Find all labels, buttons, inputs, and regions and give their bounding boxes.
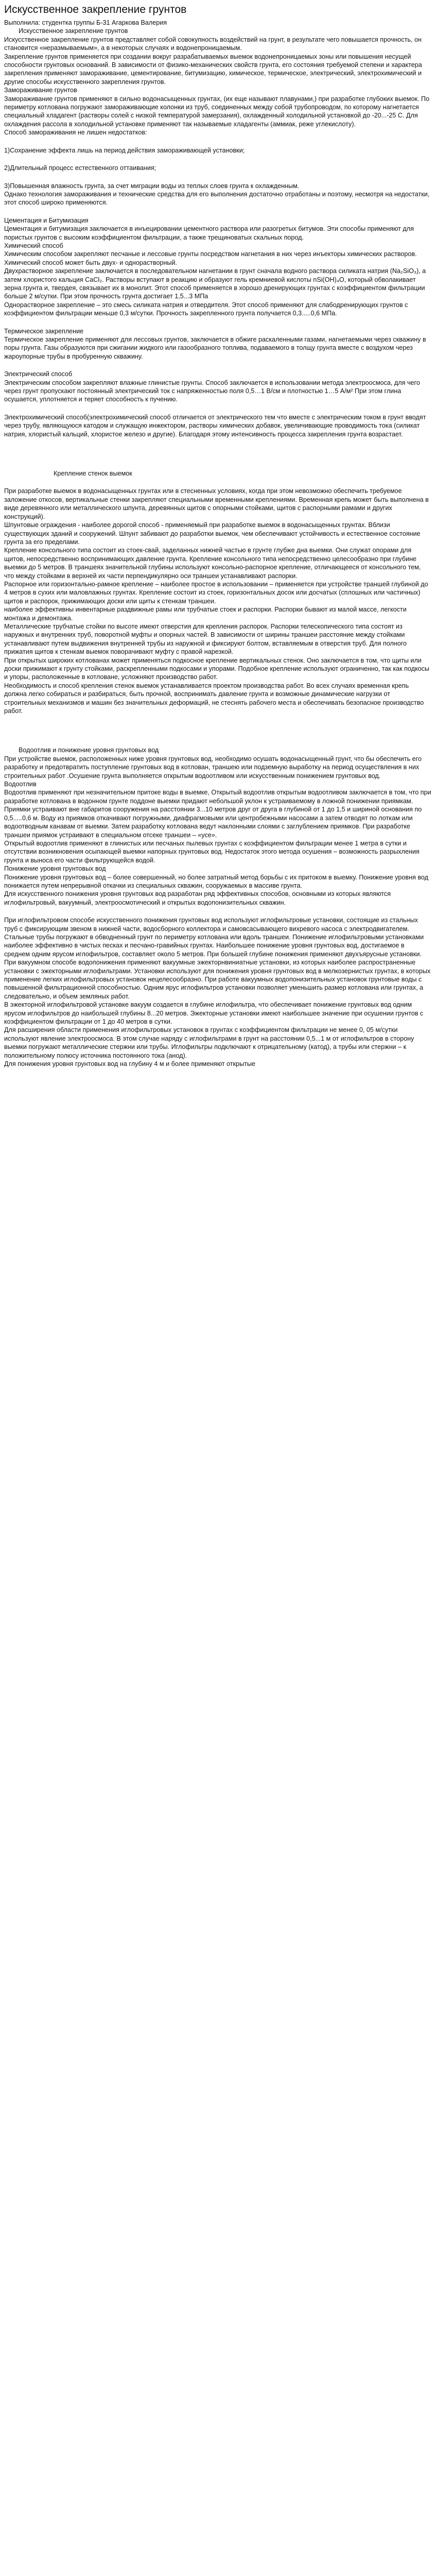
- paragraph: Цементация и битумизация заключается в инъецировании цементного раствора или разогретых битумов. Эти способы применяют для пористых грунтов с высоким коэффициентом фильтрации, а также трещиноватых скальных пород.: [4, 225, 414, 241]
- spacer: [4, 137, 432, 146]
- paragraph: Для расширения области применения иглофильтровых установок в грунтах с коэффициентом фильтрации не менее 0, 05 м/сутки используют явление электроосмоса. В этом случае наряду с иглофильтрами в грунт на расстоянии 0,5...1 м от иглофильтров в сторону выемки погружают металлические стержни или трубы. Иглофильтры подключают к отрицательному (катод), а трубы или стержни – к положительному полюсу источника постоянного тока (анод).: [4, 1026, 414, 1059]
- spacer: [4, 438, 432, 469]
- list-item: 1)Сохранение эффекта лишь на период действия замораживающей установки;: [4, 146, 245, 154]
- subheading-lowering: Понижение уровня грунтовых вод: [4, 865, 106, 873]
- paragraph: Искусственное закрепление грунтов представляет собой совокупность воздействий на грунт, в результате чего повышается прочность, он становится «неразмываемым», а в некоторых случаях и водонепроницаемым.: [4, 36, 422, 52]
- paragraph: Крепление консольного типа состоит из стоек-свай, заделанных нижней частью в грунте глубже дна выемки. Они служат опорами для щитов, непосредственно воспринимающих давление грунта. Крепление консольного типа непосредственно целесообразно при глубине выемки до 5 метров. В траншеях значительной глубины используют консольно-распорное крепление, отличающееся от консольного тем, что между стойками в верхней их части перпендикулярно оси траншеи устанавливают распорки.: [4, 547, 421, 580]
- paragraph: Для понижения уровня грунтовых вод на глубину 4 м и более применяют открытые: [4, 1060, 256, 1068]
- subheading-chemical: Химический способ: [4, 242, 63, 249]
- spacer: [4, 207, 432, 216]
- list-item: 3)Повышенная влажность грунта, за счет миграции воды из теплых слоев грунта к охлажденным.: [4, 182, 300, 190]
- paragraph: В эжекторной иглофильтровой установке вакуум создается в глубине иглофильтра, что обеспечивает понижение грунтовых вод одним ярусом иглофильтров до наибольшей глубины 8...20 метров. Эжекторные установки имеют наибольшее значение при осушении грунтов с коэффициентом фильтрации от 1 до 40 метров в сутки.: [4, 1001, 424, 1026]
- list-item: 2)Длительный процесс естественного оттаивания;: [4, 164, 156, 172]
- paragraph: Однорастворное закрепление – это смесь силиката натрия и отвердителя. Этот способ применяют для слабодренирующих грунтов с коэффициентом фильтрации меньше 0,3 м/сутки. Прочность закрепленного грунта получается 0,3.....0,6 МПа.: [4, 301, 408, 317]
- paragraph: Для искусственного понижения уровня грунтовых вод разработан ряд эффективных способов, основными из которых являются иглофильтровый, вакуумный, электроосмотический и открытых водопонизительных скважин.: [4, 890, 391, 906]
- section-heading-trench-support: Крепление стенок выемок: [54, 470, 132, 478]
- paragraph: Открытый водоотлив применяют в глинистых или песчаных пылевых грунтах с коэффициентом фильтрации менее 1 метра в сутки и отсутствии возникновения осыпающей выемки напорных грунтовых вод. Недостаток этого метода осушения – возможность разрыхления грунта и выноса его части фильтрующейся водой.: [4, 839, 420, 864]
- paragraph: Шпунтовые ограждения - наиболее дорогой способ - применяемый при разработке выемок в водонасыщенных грунтах. Вблизи существующих зданий и сооружений. Шпунт забивают до разработки выемок, чем обеспечивают устойчивость и естественное состояние грунта за его пределами.: [4, 521, 421, 546]
- spacer: [4, 361, 432, 370]
- paragraph: Распорное или горизонтально-рамное крепление – наиболее простое в использовании – применяется при устройстве траншей глубиной до 4 метров в сухих или маловлажных грунтах. Крепление состоит из стоек, горизонтальных досок или досчатых (сплошных или частичных) щитов и распорок, прижимающих доски или щиты к стенкам траншеи.: [4, 580, 428, 605]
- paragraph: При вакуумном способе водопонижения применяют вакуумные эжекторнвиниатные установки, из которых наиболее распространенные установки с эжекторными иглофильтрами. Установки используют для понижения уровня грунтовых вод в мелкозернистых грунтах, в которых применение легких иглофильтровых установок нецелесообразно. При работе вакуумных водопонизительных установок грунтовые воды с повышенной фильтрационной способностью. Одним ярус иглофильтров установки позволяет уменьшить размер котлована или грунтах, а следовательно, и объем земляных работ.: [4, 959, 431, 1000]
- spacer: [4, 318, 432, 327]
- subheading-electric: Электрический способ: [4, 370, 73, 378]
- author-byline: Выполнила: студентка группы Б-31 Агаркова Валерия: [4, 19, 167, 26]
- paragraph: Необходимость и способ крепления стенок выемок устанавливается проектом производства работ. Во всех случаях временная крепь должна легко собираться и разбираться, быть прочной, воспринимать давление грунта и возможные динамические нагрузки от строительных механизмов и машин без значительных деформаций, не стеснять рабочего места и обеспечивать безопасное производство работ.: [4, 682, 424, 715]
- subheading-thermal: Термическое закрепление: [4, 327, 84, 335]
- paragraph: Химическим способом закрепляют песчаные и лессовые грунты посредством нагнетания в них через инъекторы химических растворов.: [4, 250, 417, 258]
- paragraph: Однако технология замораживания и технические средства для его выполнения достаточно отработаны и поэтому, несмотря на недостатки, этот способ широко применяются.: [4, 190, 430, 207]
- document-page: [0, 0, 436, 1074]
- subheading-freezing: Замораживание грунтов: [4, 87, 77, 94]
- subheading-drainage: Водоотлив: [4, 781, 37, 788]
- section-heading-soil-stabilization: Искусственное закрепление грунтов: [19, 27, 128, 35]
- spacer: [4, 478, 432, 487]
- paragraph: Электрическим способом закрепляют влажные глинистые грунты. Способ заключается в использовании метода электроосмоса, для чего через грунт пропускают постоянный электрический ток с напряженностью поля 0,5…1 В/см и плотностью 1…5 А/м² При этом глина осушается, уплотняется и теряет способность к пучению.: [4, 379, 420, 403]
- subheading-cementation: Цементация и Битумизация: [4, 216, 89, 224]
- paragraph: Термическое закрепление применяют для лессовых грунтов, заключается в обжиге раскаленными газами, нагнетаемыми через скважину в поры грунта. Газы образуются при сжигании жидкого или газообразного топлива, подаваемого в толщу грунта вместе с воздухом через жароупорные трубы в пробуренную скважину.: [4, 336, 426, 360]
- spacer: [4, 173, 432, 182]
- paragraph: При разработке выемок в водонасыщенных грунтах или в стесненных условиях, когда при этом невозможно обеспечить требуемое заложение откосов, вертикальные стенки закрепляют специальными временными креплениями. Временная крепь может быть выполнена в виде деревянного или металлического шпунта, деревянных щитов с опорными стойками, щитов с распорными рамами и других конструкций).: [4, 487, 429, 520]
- paragraph: Химический способ может быть двух- и однорастворный.: [4, 259, 178, 266]
- paragraph: Водоотлив применяют при незначительном притоке воды в выемке, Открытый водоотлив открытым водоотливом заключается в том, что при разработке котлована в водонном грунте поддоне выемки придают небольшой уклон к устраиваемому в ложной понижении приямкам. Приямки устраивают вне габаритов сооружения на расстоянии 3...10 метров друг от друга в глубиной от 1 до 1,5 и шириной основания по 0,5.....0,6 м. Воду из приямков откачивают погружными, диафрагмовыми или центробежными насосами а затем отводят по лоткам или водоотводным канавам от выемки. Затем разработку котлована ведут наклонными слоями с заглублением приямков. При разработке траншеи приямок устраивают в специальном отсеке траншеи – «усе».: [4, 789, 431, 839]
- page-title: Искусственное закрепление грунтов: [4, 4, 187, 15]
- paragraph: Понижение уровня грунтовых вод – более совершенный, но более затратный метод борьбы с их притоком в выемку. Понижение уровня вод понижается путем непрерывной откачки из специальных скважин, сооружаемых в массиве грунта.: [4, 873, 428, 889]
- paragraph: Электрохимический способ(электрохимический способ отличается от электрического тем что вместе с электрическим током в грунт вводят через трубу, являющуюся катодом и служащую инжектором, растворы химических добавок, увеличивающие проводимость тока (силикат натрия, хлористый кальций, хлористое железо и другие). Благодаря этому интенсивность процесса закрепления грунта возрастает.: [4, 413, 426, 438]
- paragraph: Двухрастворное закрепление заключается в последовательном нагнетании в грунт сначала водного раствора силиката натрия (Na₂SiO₃), а затем хлористого кальция CaCl₂. Растворы вступают в реакцию и образуют гель кремниевой кислоты nSi(OH)₄O, который обволакивает зерна грунта и, твердея, связывает их в монолит. Этот способ применяется в хорошо дренирующих грунтах с коэффициентом фильтрации больше 2 м/сутки. При этом прочность грунта достигает 1,5...3 МПа: [4, 267, 426, 300]
- paragraph: При иглофильтровом способе искусственного понижения грунтовых вод используют иглофильтровые установки, состоящие из стальных труб с фиксирующим звеном в нижней части, водосборного коллектора и самовсасывающего вихревого насоса с электродвигателем. Стальные трубы погружают в обводненный грунт по периметру котлована или вдоль траншеи. Понижение иглофильтровыми установками наиболее эффективно в чистых песках и песчано-гравийных грунтах. Наибольшее понижение уровня грунтовых вод, достигаемое в среднем одним ярусом иглофильтров, составляет около 5 метров. При большей глубине понижения применяют двухъярусные установки.: [4, 917, 424, 958]
- section-heading-dewatering: Водоотлив и понижение уровня грунтовых вод: [19, 747, 159, 754]
- paragraph: При открытых широких котлованах может применяться подкосное крепление вертикальных стенок. Оно заключается в том, что щиты или доски прижимают к грунту стойками, раскрепленными подкосами и упорами. Подобное крепление используют ограниченно, так как подкосы и упоры, расположенные в котловане, усложняют производство работ.: [4, 656, 430, 681]
- paragraph: Металлические трубчатые стойки по высоте имеют отверстия для крепления распорок. Распорки телескопического типа состоят из наружных и внутренних труб, поворотной муфты и опорных частей. В зависимости от ширины траншеи расстояние между стойками устанавливают путем выдвижения внутренней трубы из наружной и фиксируют болтом, вставляемым в отверстия труб. Для полного прижатия щитов к стенкам выемок поворачивают муфту с правой нарезкой.: [4, 622, 407, 656]
- spacer: [4, 907, 432, 916]
- paragraph: При устройстве выемок, расположенных ниже уровня грунтовых вод, необходимо осушать водонасыщенный грунт, что бы обеспечить его разработку и предотвратить поступление грунтовых вод в котлован, траншею или подземную выработку на период осуществления в них строительных работ .Осушение грунта выполняется открытым водоотливом или искусственным понижением грунтовых вод.: [4, 755, 422, 779]
- spacer: [4, 155, 432, 164]
- spacer: [4, 715, 432, 746]
- paragraph: Способ замораживания не лишен недостатков:: [4, 129, 147, 137]
- spacer: [4, 404, 432, 413]
- paragraph: наиболее эффективны инвентарные раздвижные рамы или трубчатые стоек и распорки. Распорки бывают из малой массе, легкости монтажа и демонтажа.: [4, 606, 407, 622]
- paragraph: Замораживание грунтов применяют в сильно водонасыщенных грунтах, (их еще называют плавунами,) при разработке глубоких выемок. По периметру котлована погружают замораживающие колонки из труб, соединенных между собой трубопроводом, по которому нагнетается специальный хладагент (растворы солей с низкой температурой замерзания), охлажденный холодильной установкой до -20...-25 С. Для охлаждения рассола в холодильной установке применяют так называемые хладагенты (аммиак, реже углекислоту).: [4, 95, 430, 128]
- paragraph: Закрепление грунтов применяется при создании вокруг разрабатываемых выемок водонепроницаемых зоны или повышения несущей способности грунтовых оснований. В зависимости от физико-механических свойств грунта, его состояния требуемой степени и характера закрепления применяют замораживание, цементирование, битумизацию, химическое, термическое, электрический, электрохимический и другие способы искусственного закрепления грунтов.: [4, 53, 422, 86]
